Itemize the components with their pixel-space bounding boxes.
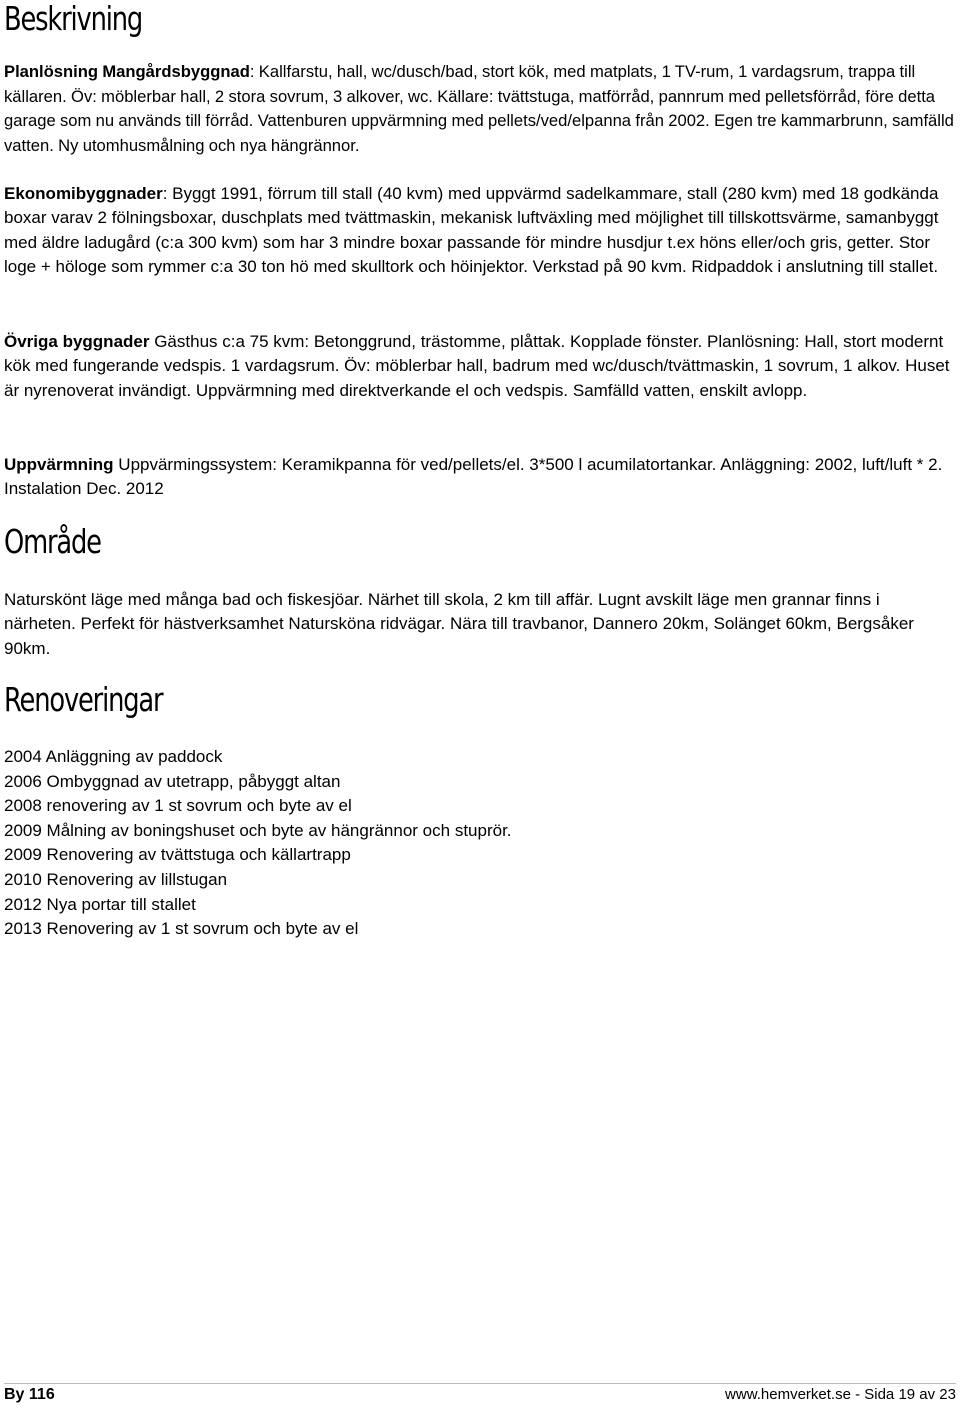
- renovation-item: 2006 Ombyggnad av utetrapp, påbyggt altan: [4, 771, 341, 791]
- renovation-item: 2004 Anläggning av paddock: [4, 747, 223, 766]
- paragraph-text-uppvarmning: Uppvärmingssystem: Keramikpanna för ved/pellets/el. 3*500 l acumilatortankar. Anläggning: 2002, luft/luft * 2. Instalation Dec. 2012: [4, 455, 943, 499]
- paragraph-ekonomibyggnader: [4, 182, 956, 280]
- renovation-item: 2010 Renovering av lillstugan: [4, 869, 228, 889]
- paragraph-omrade: Naturskönt läge med många bad och fiskesjöar. Närhet till skola, 2 km till affär. Lugnt avskilt läge men grannar finns i närheten. Perfekt för hästverksamhet Natursköna ridvägar. Nära till travbanor, Dannero 20km, Solänget 60km, Bergsåker 90km.: [4, 590, 914, 658]
- section-heading-beskrivning: Beskrivning: [4, 0, 143, 38]
- section-heading-renoveringar: Renoveringar: [4, 680, 163, 719]
- paragraph-ovriga-byggnader: [4, 330, 956, 403]
- paragraph-uppvarmning: [4, 453, 956, 502]
- paragraph-text-ekonomibyggnader: : Byggt 1991, förrum till stall (40 kvm) med uppvärmd sadelkammare, stall (280 kvm) med 18 godkända boxar varav 2 fölningsboxar, duschplats med tvättmaskin, mekanisk luftväxling med möjlighet till tillskottsvärme, samanbyggt med äldre ladugård (c:a 300 kvm) som har 3 mindre boxar passande för mindre husdjur t.ex höns eller/och gris, getter. Stor loge + höloge som rymmer c:a 30 ton hö med skulltork och höinjektor. Verkstad på 90 kvm. Ridpaddok i anslutning till stallet.: [4, 184, 939, 277]
- paragraph-lead-ekonomibyggnader: Ekonomibyggnader: [4, 184, 163, 203]
- renovation-item: 2012 Nya portar till stallet: [4, 894, 196, 914]
- renovation-list: [4, 745, 512, 942]
- footer-page-info: www.hemverket.se - Sida 19 av 23: [725, 1386, 956, 1403]
- section-heading-omrade: Område: [4, 522, 101, 561]
- renovation-item: 2013 Renovering av 1 st sovrum och byte av el: [4, 919, 359, 939]
- paragraph-lead-ovriga-byggnader: Övriga byggnader: [4, 332, 150, 351]
- paragraph-lead-planlosning: Planlösning Mangårdsbyggnad: [4, 62, 250, 81]
- renovation-item: 2009 Renovering av tvättstuga och källartrapp: [4, 845, 351, 865]
- paragraph-lead-uppvarmning: Uppvärmning: [4, 455, 114, 474]
- footer-property-id: By 116: [4, 1386, 55, 1403]
- paragraph-planlosning: [4, 60, 956, 158]
- renovation-item: 2008 renovering av 1 st sovrum och byte av el: [4, 796, 352, 816]
- paragraph-text-planlosning: : Kallfarstu, hall, wc/dusch/bad, stort kök, med matplats, 1 TV-rum, 1 vardagsrum, trappa till källaren. Öv: möblerbar hall, 2 stora sovrum, 3 alkover, wc. Källare: tvättstuga, matförråd, pannrum med pelletsförråd, före detta garage som nu används till förråd. Vattenburen uppvärmning med pellets/ved/elpanna från 2002. Egen tre kammarbrunn, samfälld vatten. Ny utomhusmålning och nya hängrännor.: [4, 62, 954, 155]
- renovation-item: 2009 Målning av boningshuset och byte av hängrännor och stuprör.: [4, 820, 512, 840]
- footer-divider: [4, 1383, 956, 1384]
- paragraph-text-ovriga-byggnader: Gästhus c:a 75 kvm: Betonggrund, trästomme, plåttak. Kopplade fönster. Planlösning: Hall, stort modernt kök med fungerande vedspis. 1 vardagsrum. Öv: möblerbar hall, badrum med wc/dusch/tvättmaskin, 1 sovrum, 1 alkov. Huset är nyrenoverat invändigt. Uppvärmning med direktverkande el och vedspis. Samfälld vatten, enskilt avlopp.: [4, 332, 950, 400]
